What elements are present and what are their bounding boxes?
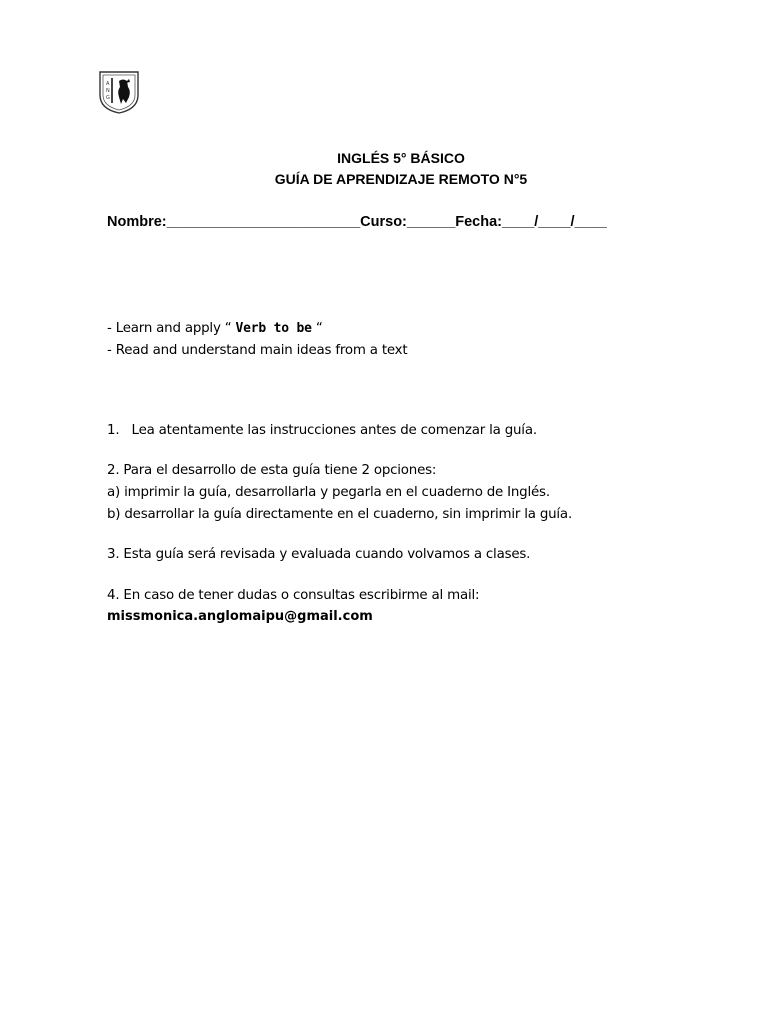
student-info-line: Nombre:________________________Curso:______Fecha:____/____/____	[107, 214, 607, 230]
document-subtitle: GUÍA DE APRENDIZAJE REMOTO N°5	[274, 171, 528, 187]
instruction-item-2: 2. Para el desarrollo de esta guía tiene 2 opciones:	[107, 463, 437, 478]
instruction-item-2a: a) imprimir la guía, desarrollarla y pegarla en el cuaderno de Inglés.	[107, 485, 550, 500]
instruction-item-2b: b) desarrollar la guía directamente en el cuaderno, sin imprimir la guía.	[107, 507, 572, 522]
school-crest-icon	[97, 69, 141, 115]
objective-item-1	[107, 321, 323, 336]
svg-text:G: G	[106, 95, 110, 101]
svg-text:A: A	[106, 81, 110, 87]
objective-item-1-bold: Verb to be	[235, 321, 312, 336]
svg-text:N: N	[106, 88, 110, 94]
contact-email[interactable]: missmonica.anglomaipu@gmail.com	[107, 609, 373, 624]
instruction-item-1: 1. Lea atentamente las instrucciones antes de comenzar la guía.	[107, 423, 537, 438]
objective-item-1-suffix: “	[311, 321, 323, 336]
objective-item-2: - Read and understand main ideas from a text	[107, 343, 408, 358]
instruction-item-3: 3. Esta guía será revisada y evaluada cuando volvamos a clases.	[107, 547, 531, 562]
objective-item-1-prefix: - Learn and apply “	[107, 321, 236, 336]
instruction-item-4: 4. En caso de tener dudas o consultas escribirme al mail:	[107, 588, 480, 603]
document-title: INGLÉS 5° BÁSICO	[337, 150, 465, 166]
